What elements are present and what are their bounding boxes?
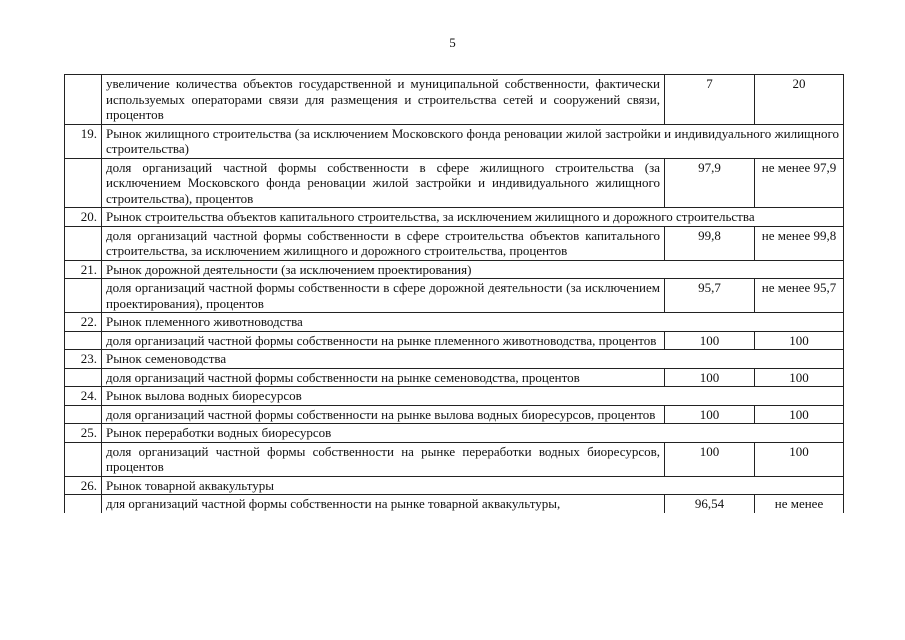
row-number: 24. xyxy=(65,387,102,406)
page-number: 5 xyxy=(449,35,456,50)
market-title: Рынок семеноводства xyxy=(102,350,844,369)
value-current: 100 xyxy=(665,368,755,387)
value-current: 100 xyxy=(665,331,755,350)
row-number-cell xyxy=(65,158,102,208)
market-title: Рынок переработки водных биоресурсов xyxy=(102,424,844,443)
row-number: 23. xyxy=(65,350,102,369)
row-number-cell xyxy=(65,442,102,476)
value-target: 100 xyxy=(755,368,844,387)
table-row xyxy=(65,350,844,369)
value-current: 96,54 xyxy=(665,495,755,513)
value-target: не менее 97,9 xyxy=(755,158,844,208)
row-number-cell xyxy=(65,279,102,313)
market-title: Рынок строительства объектов капитального строительства, за исключением жилищного и дорожного строительства xyxy=(102,208,844,227)
indicator-text: доля организаций частной формы собственности в сфере дорожной деятельности (за исключением проектирования), процентов xyxy=(102,279,665,313)
indicator-text: доля организаций частной формы собственности в сфере жилищного строительства (за исключением Московского фонда реновации жилой застройки и индивидуального жилищного строительства), процентов xyxy=(102,158,665,208)
row-number: 19. xyxy=(65,124,102,158)
indicator-text: доля организаций частной формы собственности на рынке племенного животноводства, процентов xyxy=(102,331,665,350)
indicator-text: увеличение количества объектов государственной и муниципальной собственности, фактически используемых операторами связи для размещения и строительства сетей и сооружений связи, процентов xyxy=(102,75,665,125)
market-title: Рынок жилищного строительства (за исключением Московского фонда реновации жилой застройки и индивидуального жилищного строительства) xyxy=(102,124,844,158)
value-current: 97,9 xyxy=(665,158,755,208)
market-title: Рынок племенного животноводства xyxy=(102,313,844,332)
value-target: не менее 99,8 xyxy=(755,226,844,260)
value-current: 100 xyxy=(665,442,755,476)
table-row xyxy=(65,124,844,158)
row-number: 22. xyxy=(65,313,102,332)
table-row xyxy=(65,331,844,350)
market-title: Рынок товарной аквакультуры xyxy=(102,476,844,495)
value-current: 99,8 xyxy=(665,226,755,260)
indicators-table xyxy=(64,74,844,513)
table-row xyxy=(65,208,844,227)
value-target: 100 xyxy=(755,405,844,424)
row-number: 21. xyxy=(65,260,102,279)
row-number-cell xyxy=(65,75,102,125)
table-row xyxy=(65,158,844,208)
row-number-cell xyxy=(65,226,102,260)
market-title: Рынок дорожной деятельности (за исключением проектирования) xyxy=(102,260,844,279)
table-row xyxy=(65,387,844,406)
table-row xyxy=(65,476,844,495)
table-row xyxy=(65,405,844,424)
indicator-text: доля организаций частной формы собственности в сфере строительства объектов капитального строительства, за исключением жилищного и дорожного строительства, процентов xyxy=(102,226,665,260)
row-number: 20. xyxy=(65,208,102,227)
table-row xyxy=(65,260,844,279)
table-row xyxy=(65,313,844,332)
table-row xyxy=(65,442,844,476)
indicator-text: для организаций частной формы собственности на рынке товарной аквакультуры, xyxy=(102,495,665,513)
table-row xyxy=(65,495,844,513)
value-current: 95,7 xyxy=(665,279,755,313)
table-row xyxy=(65,279,844,313)
market-title: Рынок вылова водных биоресурсов xyxy=(102,387,844,406)
value-target: не менее 95,7 xyxy=(755,279,844,313)
table-row xyxy=(65,226,844,260)
value-current: 7 xyxy=(665,75,755,125)
indicator-text: доля организаций частной формы собственности на рынке семеноводства, процентов xyxy=(102,368,665,387)
row-number: 26. xyxy=(65,476,102,495)
table-row xyxy=(65,424,844,443)
table-row xyxy=(65,368,844,387)
row-number-cell xyxy=(65,368,102,387)
value-target: 100 xyxy=(755,442,844,476)
row-number-cell xyxy=(65,331,102,350)
row-number: 25. xyxy=(65,424,102,443)
value-target: не менее xyxy=(755,495,844,513)
value-target: 100 xyxy=(755,331,844,350)
indicator-text: доля организаций частной формы собственности на рынке вылова водных биоресурсов, процентов xyxy=(102,405,665,424)
row-number-cell xyxy=(65,495,102,513)
value-current: 100 xyxy=(665,405,755,424)
table-row xyxy=(65,75,844,125)
row-number-cell xyxy=(65,405,102,424)
value-target: 20 xyxy=(755,75,844,125)
indicator-text: доля организаций частной формы собственности на рынке переработки водных биоресурсов, процентов xyxy=(102,442,665,476)
